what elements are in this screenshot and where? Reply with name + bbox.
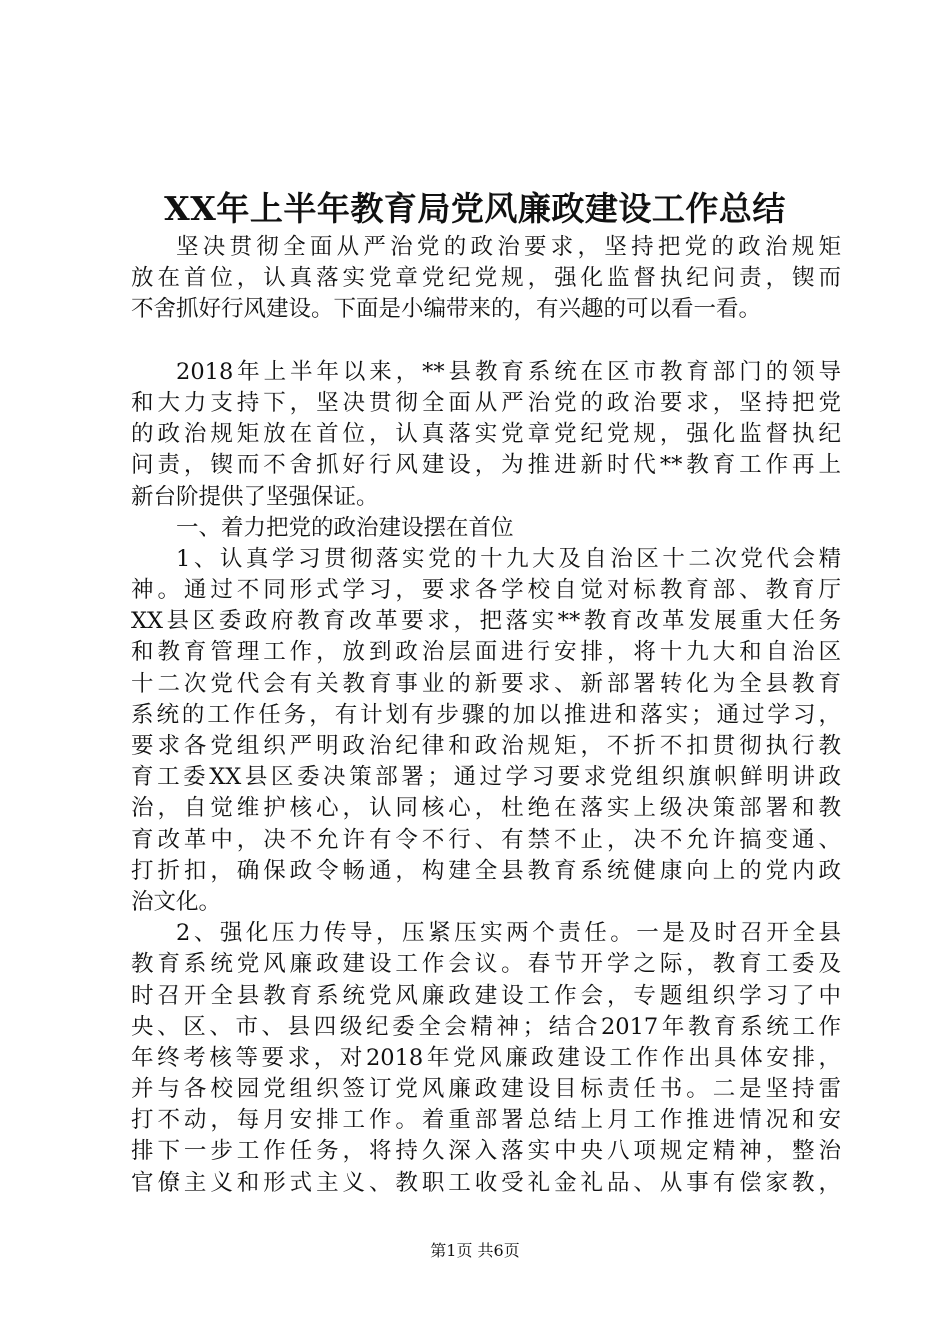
document-body (131, 232, 841, 1199)
body-line: XX县区委政府教育改革要求，把落实**教育改革发展重大任务 (131, 608, 841, 635)
body-line: 问责，锲而不舍抓好行风建设，为推进新时代**教育工作再上 (131, 452, 841, 479)
body-line: 2、强化压力传导，压紧压实两个责任。一是及时召开全县 (176, 920, 841, 947)
body-line: 并与各校园党组织签订党风廉政建设目标责任书。二是坚持雷 (131, 1076, 841, 1103)
body-line: 治文化。 (131, 888, 222, 915)
body-line: 新台阶提供了坚强保证。 (131, 483, 379, 510)
body-line: 教育系统党风廉政建设工作会议。春节开学之际，教育工委及 (131, 951, 841, 978)
body-line: 不舍抓好行风建设。下面是小编带来的，有兴趣的可以看一看。 (131, 296, 762, 323)
body-line: 治，自觉维护核心，认同核心，杜绝在落实上级决策部署和教 (131, 795, 841, 822)
body-line: 系统的工作任务，有计划有步骤的加以推进和落实；通过学习， (131, 701, 841, 728)
body-line: 央、区、市、县四级纪委全会精神；结合2017年教育系统工作 (131, 1013, 841, 1040)
body-line: 1、认真学习贯彻落实党的十九大及自治区十二次党代会精 (176, 545, 841, 572)
body-line: 打不动，每月安排工作。着重部署总结上月工作推进情况和安 (131, 1107, 841, 1134)
body-line: 打折扣，确保政令畅通，构建全县教育系统健康向上的党内政 (131, 857, 841, 884)
body-line: 官僚主义和形式主义、教职工收受礼金礼品、从事有偿家教， (131, 1169, 841, 1196)
body-line: 排下一步工作任务，将持久深入落实中央八项规定精神，整治 (131, 1138, 841, 1165)
body-line: 和大力支持下，坚决贯彻全面从严治党的政治要求，坚持把党 (131, 389, 841, 416)
body-line: 育改革中，决不允许有令不行、有禁不止，决不允许搞变通、 (131, 826, 841, 853)
body-line: 十二次党代会有关教育事业的新要求、新部署转化为全县教育 (131, 670, 841, 697)
body-line: 要求各党组织严明政治纪律和政治规矩，不折不扣贯彻执行教 (131, 733, 841, 759)
section-heading: 一、着力把党的政治建设摆在首位 (176, 514, 514, 541)
blank-line (131, 326, 841, 357)
body-line: 坚决贯彻全面从严治党的政治要求，坚持把党的政治规矩 (176, 234, 841, 260)
document-title: XX年上半年教育局党风廉政建设工作总结 (164, 189, 786, 228)
body-line: 的政治规矩放在首位，认真落实党章党纪党规，强化监督执纪 (131, 421, 841, 448)
body-line: 放在首位，认真落实党章党纪党规，强化监督执纪问责，锲而 (131, 265, 841, 292)
body-line: 年终考核等要求，对2018年党风廉政建设工作作出具体安排， (131, 1044, 841, 1071)
page-number: 第1页 共6页 (430, 1241, 520, 1260)
body-line: 2018年上半年以来，**县教育系统在区市教育部门的领导 (176, 358, 841, 385)
body-line: 神。通过不同形式学习，要求各学校自觉对标教育部、教育厅 (131, 577, 841, 604)
body-line: 时召开全县教育系统党风廉政建设工作会，专题组织学习了中 (131, 982, 841, 1009)
body-line: 和教育管理工作，放到政治层面进行安排，将十九大和自治区 (131, 639, 841, 666)
body-line: 育工委XX县区委决策部署；通过学习要求党组织旗帜鲜明讲政 (131, 764, 841, 791)
